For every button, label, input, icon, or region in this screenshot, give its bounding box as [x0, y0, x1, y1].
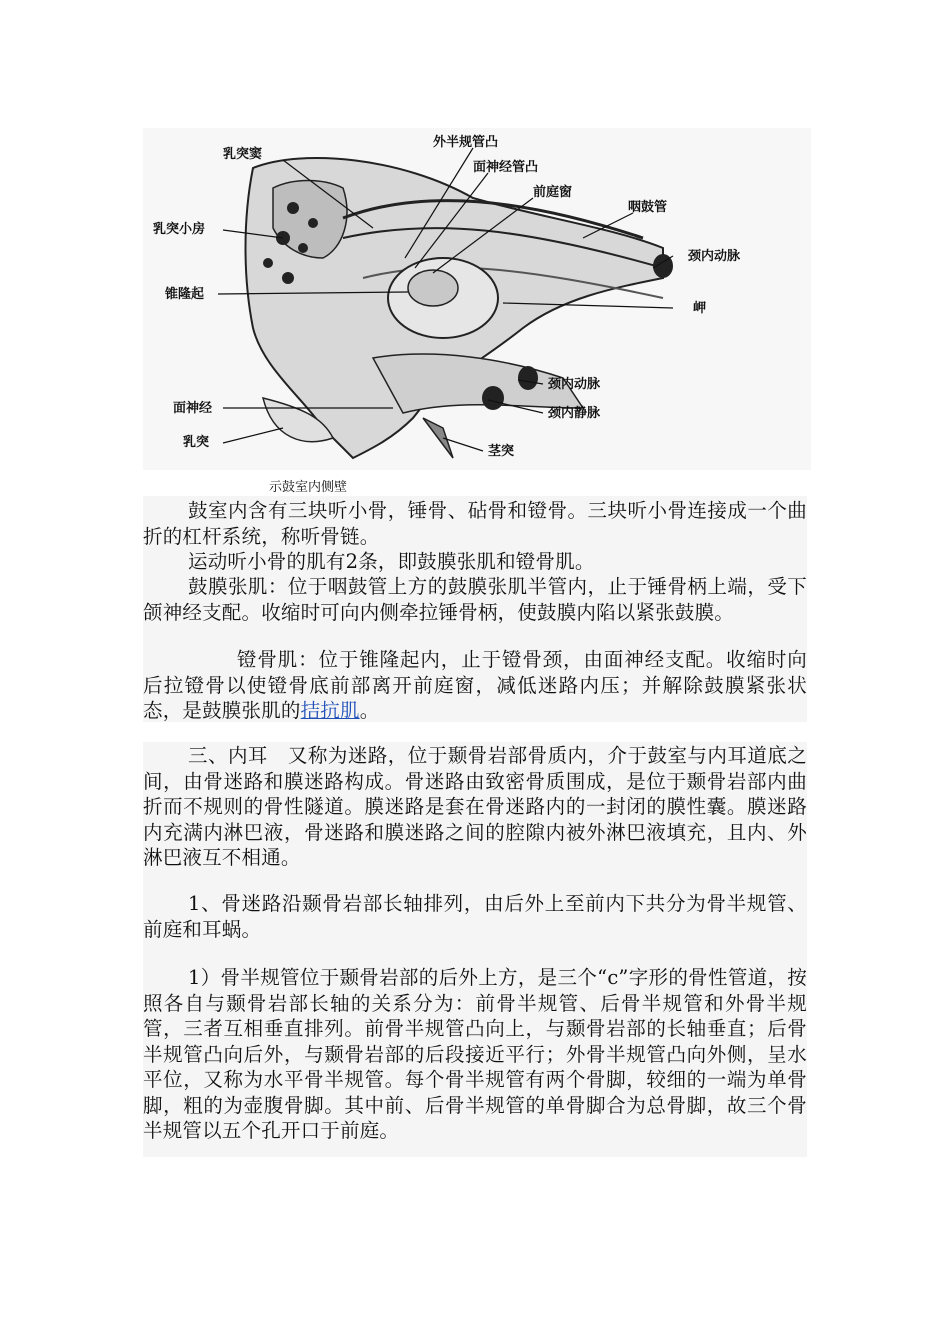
label-ru-tu-dou: 乳突窦	[223, 147, 263, 162]
paragraph-ossicles: 鼓室内含有三块听小骨，锤骨、砧骨和镫骨。三块听小骨连接成一个曲折的杠杆系统，称听骨链。	[143, 499, 807, 548]
stapedius-end: 。	[359, 699, 380, 722]
tympanic-wall-illustration	[143, 128, 811, 470]
label-zhui-long-qi: 锥隆起	[165, 287, 205, 302]
paragraph-inner-ear: 三、内耳 又称为迷路，位于颞骨岩部骨质内，介于鼓室与内耳道底之间，由骨迷路和膜迷路构成。骨迷路由致密骨质围成，是位于颞骨岩部内曲折而不规则的骨性隧道。膜迷路是套在骨迷路内的一封闭的膜性囊。膜迷路内充满内淋巴液，骨迷路和膜迷路之间的腔隙内被外淋巴液填充，且内、外淋巴液互不相通。	[143, 744, 807, 869]
label-jing-tu: 茎突	[488, 444, 515, 459]
paragraph-stapedius	[143, 647, 807, 724]
paragraph-tensor-tympani: 鼓膜张肌：位于咽鼓管上方的鼓膜张肌半管内，止于锤骨柄上端，受下颌神经支配。收缩时可向内侧牵拉锤骨柄，使鼓膜内陷以紧张鼓膜。	[143, 575, 807, 624]
label-ru-tu-xiao-fang: 乳突小房	[153, 222, 206, 237]
paragraph-bony-labyrinth: 1、骨迷路沿颞骨岩部长轴排列，由后外上至前内下共分为骨半规管、前庭和耳蜗。	[143, 892, 807, 941]
label-jing-nei-jing-mai: 颈内静脉	[548, 406, 601, 421]
paragraph-ossicle-muscles: 运动听小骨的肌有2条，即鼓膜张肌和镫骨肌。	[188, 550, 595, 573]
label-wai-ban-gui-guan-tu: 外半规管凸	[433, 135, 499, 150]
antagonist-muscle-link[interactable]: 拮抗肌	[300, 699, 360, 722]
label-qian-ting-chuang: 前庭窗	[533, 185, 573, 200]
label-jing-nei-dong-mai-2: 颈内动脉	[548, 377, 601, 392]
stapedius-text: 镫骨肌：位于锥隆起内，止于镫骨颈，由面神经支配。收缩时向后拉镫骨以使镫骨底前部离开前庭窗，减低迷路内压；并解除鼓膜紧张状态，是鼓膜张肌的	[143, 648, 807, 722]
label-mian-shen-jing: 面神经	[173, 401, 213, 416]
label-ru-tu: 乳突	[183, 435, 210, 450]
label-mian-shen-jing-guan-tu: 面神经管凸	[473, 160, 539, 175]
label-jia: 岬	[693, 301, 707, 316]
paragraph-semicircular-canals: 1）骨半规管位于颞骨岩部的后外上方，是三个“c”字形的骨性管道，按照各自与颞骨岩部长轴的关系分为：前骨半规管、后骨半规管和外骨半规管，三者互相垂直排列。前骨半规管凸向上，与颞骨岩部的长轴垂直；后骨半规管凸向后外，与颞骨岩部的后段接近平行；外骨半规管凸向外侧，呈水平位，又称为水平骨半规管。每个骨半规管有两个骨脚，较细的一端为单骨脚，粗的为壶腹骨脚。其中前、后骨半规管的单骨脚合为总骨脚，故三个骨半规管以五个孔开口于前庭。	[143, 966, 807, 1142]
label-jing-nei-dong-mai-1: 颈内动脉	[688, 249, 741, 264]
figure-caption: 示鼓室内侧壁	[268, 480, 347, 495]
anatomy-figure	[143, 128, 811, 470]
label-yan-gu-guan: 咽鼓管	[628, 200, 668, 215]
